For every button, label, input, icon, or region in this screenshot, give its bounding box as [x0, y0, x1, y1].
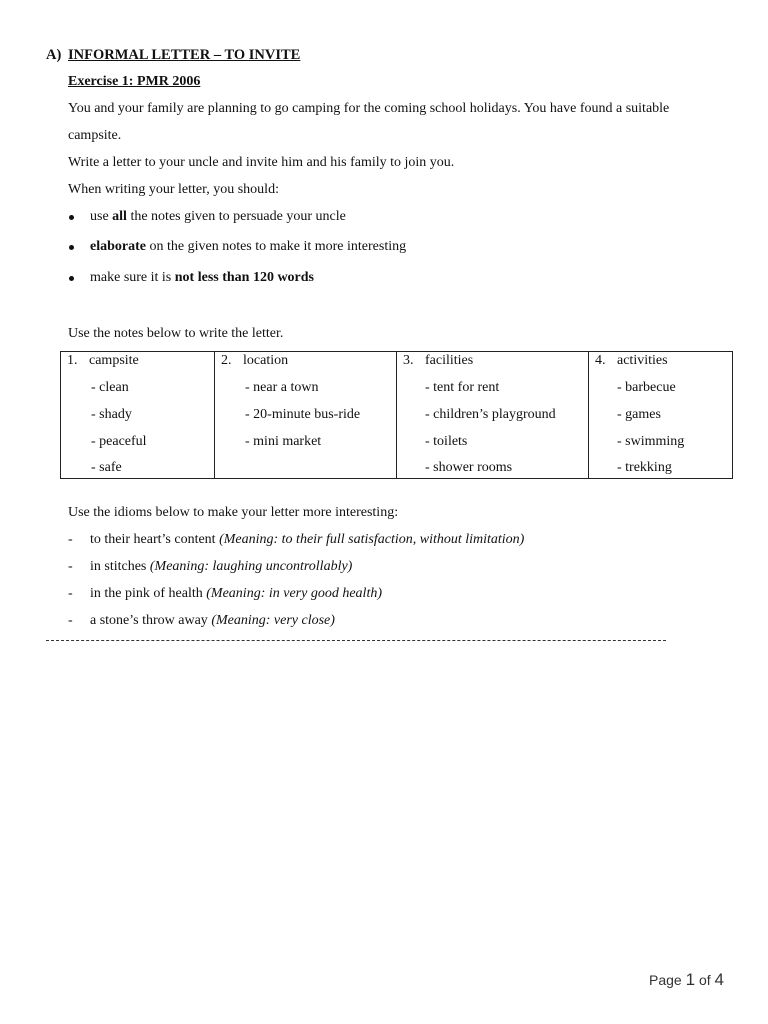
instruction-line-2: campsite. [68, 128, 122, 143]
notes-cell-location [215, 352, 397, 479]
bullet-item-1: use all the notes given to persuade your uncle [90, 209, 346, 224]
notes-item: - tent for rent [425, 380, 500, 395]
idiom-item-3: in the pink of health (Meaning: in very good health) [90, 586, 382, 601]
bullet-icon [69, 276, 74, 281]
section-letter: A) [46, 47, 62, 63]
section-heading [46, 47, 300, 64]
idiom-dash: - [68, 613, 73, 628]
idiom-dash: - [68, 532, 73, 547]
instruction-line-3: Write a letter to your uncle and invite him and his family to join you. [68, 155, 455, 170]
idioms-intro: Use the idioms below to make your letter more interesting: [68, 505, 399, 520]
notes-item: - toilets [425, 434, 468, 449]
notes-item: - trekking [617, 460, 672, 475]
notes-cell-activities [589, 352, 733, 479]
notes-item: - safe [91, 460, 122, 475]
idiom-dash: - [68, 586, 73, 601]
notes-heading: 3. facilities [403, 353, 474, 368]
notes-cell-facilities [397, 352, 589, 479]
notes-item: - shower rooms [425, 460, 513, 475]
notes-item: - barbecue [617, 380, 676, 395]
notes-table [60, 351, 733, 479]
idiom-item-1: to their heart’s content (Meaning: to their full satisfaction, without limitation) [90, 532, 525, 547]
notes-heading: 4. activities [595, 353, 668, 368]
instruction-line-1: You and your family are planning to go camping for the coming school holidays. You have found a suitable [68, 101, 670, 116]
page-number-footer: Page 1 of 4 [649, 970, 724, 989]
notes-item: - 20-minute bus-ride [245, 407, 361, 422]
section-title: INFORMAL LETTER – TO INVITE [68, 47, 301, 63]
notes-item: - swimming [617, 434, 685, 449]
notes-item: - mini market [245, 434, 322, 449]
notes-intro: Use the notes below to write the letter. [68, 326, 284, 341]
dashed-divider [46, 640, 666, 641]
notes-heading: 1. campsite [67, 353, 139, 368]
bullet-item-3: make sure it is not less than 120 words [90, 270, 315, 285]
notes-cell-campsite [61, 352, 215, 479]
notes-item: - peaceful [91, 434, 147, 449]
idiom-dash: - [68, 559, 73, 574]
notes-item: - children’s playground [425, 407, 556, 422]
notes-item: - games [617, 407, 661, 422]
notes-heading: 2. location [221, 353, 289, 368]
notes-item: - clean [91, 380, 129, 395]
idiom-item-4: a stone’s throw away (Meaning: very close) [90, 613, 335, 628]
instruction-line-4: When writing your letter, you should: [68, 182, 279, 197]
exercise-title: Exercise 1: PMR 2006 [68, 74, 201, 89]
notes-item: - near a town [245, 380, 319, 395]
bullet-icon [69, 215, 74, 220]
bullet-item-2: elaborate on the given notes to make it more interesting [90, 239, 407, 254]
bullet-icon [69, 245, 74, 250]
idiom-item-2: in stitches (Meaning: laughing uncontrollably) [90, 559, 353, 574]
notes-item: - shady [91, 407, 132, 422]
